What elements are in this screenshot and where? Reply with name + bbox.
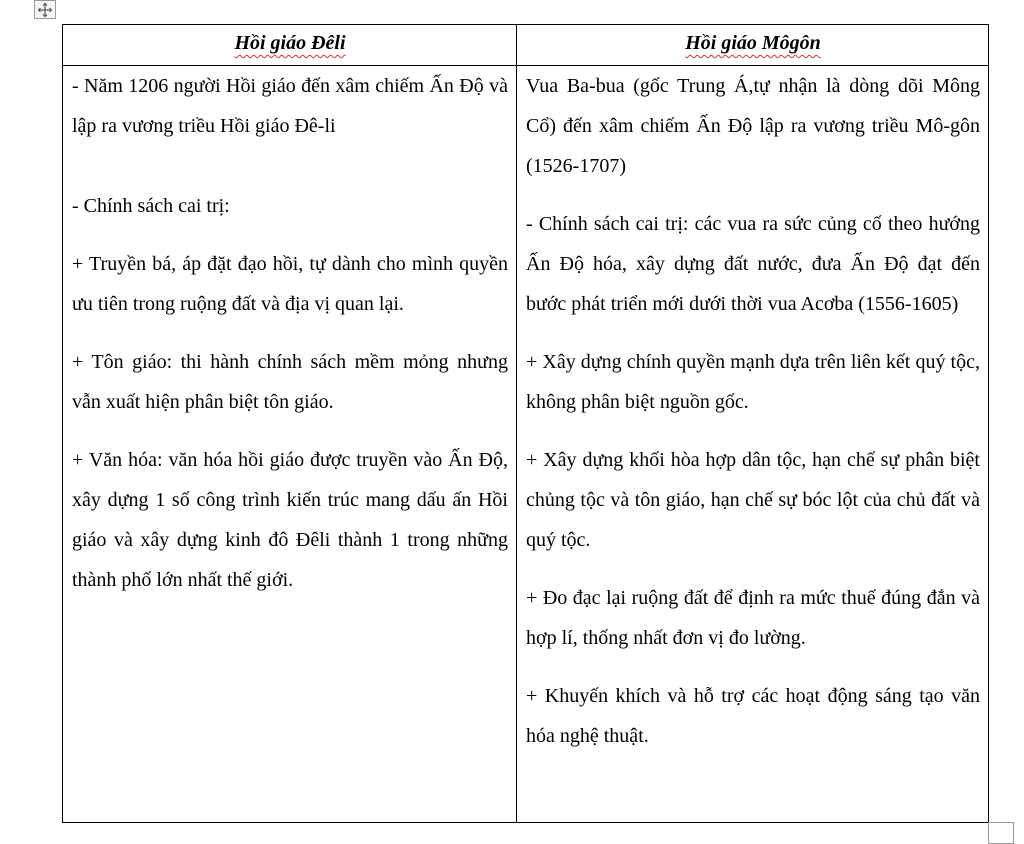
table-resize-handle[interactable]: [988, 822, 1014, 844]
deli-paragraph-founding: - Năm 1206 người Hồi giáo đến xâm chiếm Ấn Độ và lập ra vương triều Hồi giáo Đê-li: [72, 75, 508, 137]
mogon-paragraph-policy: - Chính sách cai trị: các vua ra sức củng cố theo hướng Ấn Độ hóa, xây dựng đất nước, đưa Ấn Độ đạt đến bước phát triển mới dưới thời vua Acơba (1556-1605): [526, 213, 980, 315]
table-header-row: [63, 25, 989, 66]
empty-line: [72, 146, 508, 186]
cell-mogon[interactable]: [517, 66, 989, 823]
table-move-handle[interactable]: [34, 0, 56, 19]
comparison-table: [62, 24, 989, 823]
deli-paragraph-religion: + Tôn giáo: thi hành chính sách mềm mỏng nhưng vẫn xuất hiện phân biệt tôn giáo.: [72, 351, 508, 413]
deli-paragraph-policy-heading: - Chính sách cai trị:: [72, 195, 230, 217]
table-body-row: [63, 66, 989, 823]
mogon-paragraph-harmony: + Xây dựng khối hòa hợp dân tộc, hạn chế sự phân biệt chủng tộc và tôn giáo, hạn chế sự bóc lột của chủ đất và quý tộc.: [526, 449, 980, 551]
header-hoi-giao-deli[interactable]: Hồi giáo Đêli: [63, 25, 517, 66]
mogon-paragraph-founding: Vua Ba-bua (gốc Trung Á,tự nhận là dòng dõi Mông Cổ) đến xâm chiếm Ấn Độ lập ra vương triều Mô-gôn (1526-1707): [526, 75, 980, 177]
mogon-paragraph-government: + Xây dựng chính quyền mạnh dựa trên liên kết quý tộc, không phân biệt nguồn gốc.: [526, 351, 980, 413]
move-arrows-icon: [37, 2, 53, 18]
header-hoi-giao-mogon[interactable]: Hồi giáo Môgôn: [517, 25, 989, 66]
mogon-paragraph-land-survey: + Đo đạc lại ruộng đất để định ra mức thuế đúng đắn và hợp lí, thống nhất đơn vị đo lường.: [526, 587, 980, 649]
deli-paragraph-religion-spread: + Truyền bá, áp đặt đạo hồi, tự dành cho mình quyền ưu tiên trong ruộng đất và địa vị quan lại.: [72, 253, 508, 315]
deli-paragraph-culture: + Văn hóa: văn hóa hồi giáo được truyền vào Ấn Độ, xây dựng 1 số công trình kiến trúc mang dấu ấn Hồi giáo và xây dựng kinh đô Đêli thành 1 trong những thành phố lớn nhất thế giới.: [72, 449, 508, 591]
mogon-paragraph-culture: + Khuyến khích và hỗ trợ các hoạt động sáng tạo văn hóa nghệ thuật.: [526, 685, 980, 747]
cell-deli[interactable]: [63, 66, 517, 823]
